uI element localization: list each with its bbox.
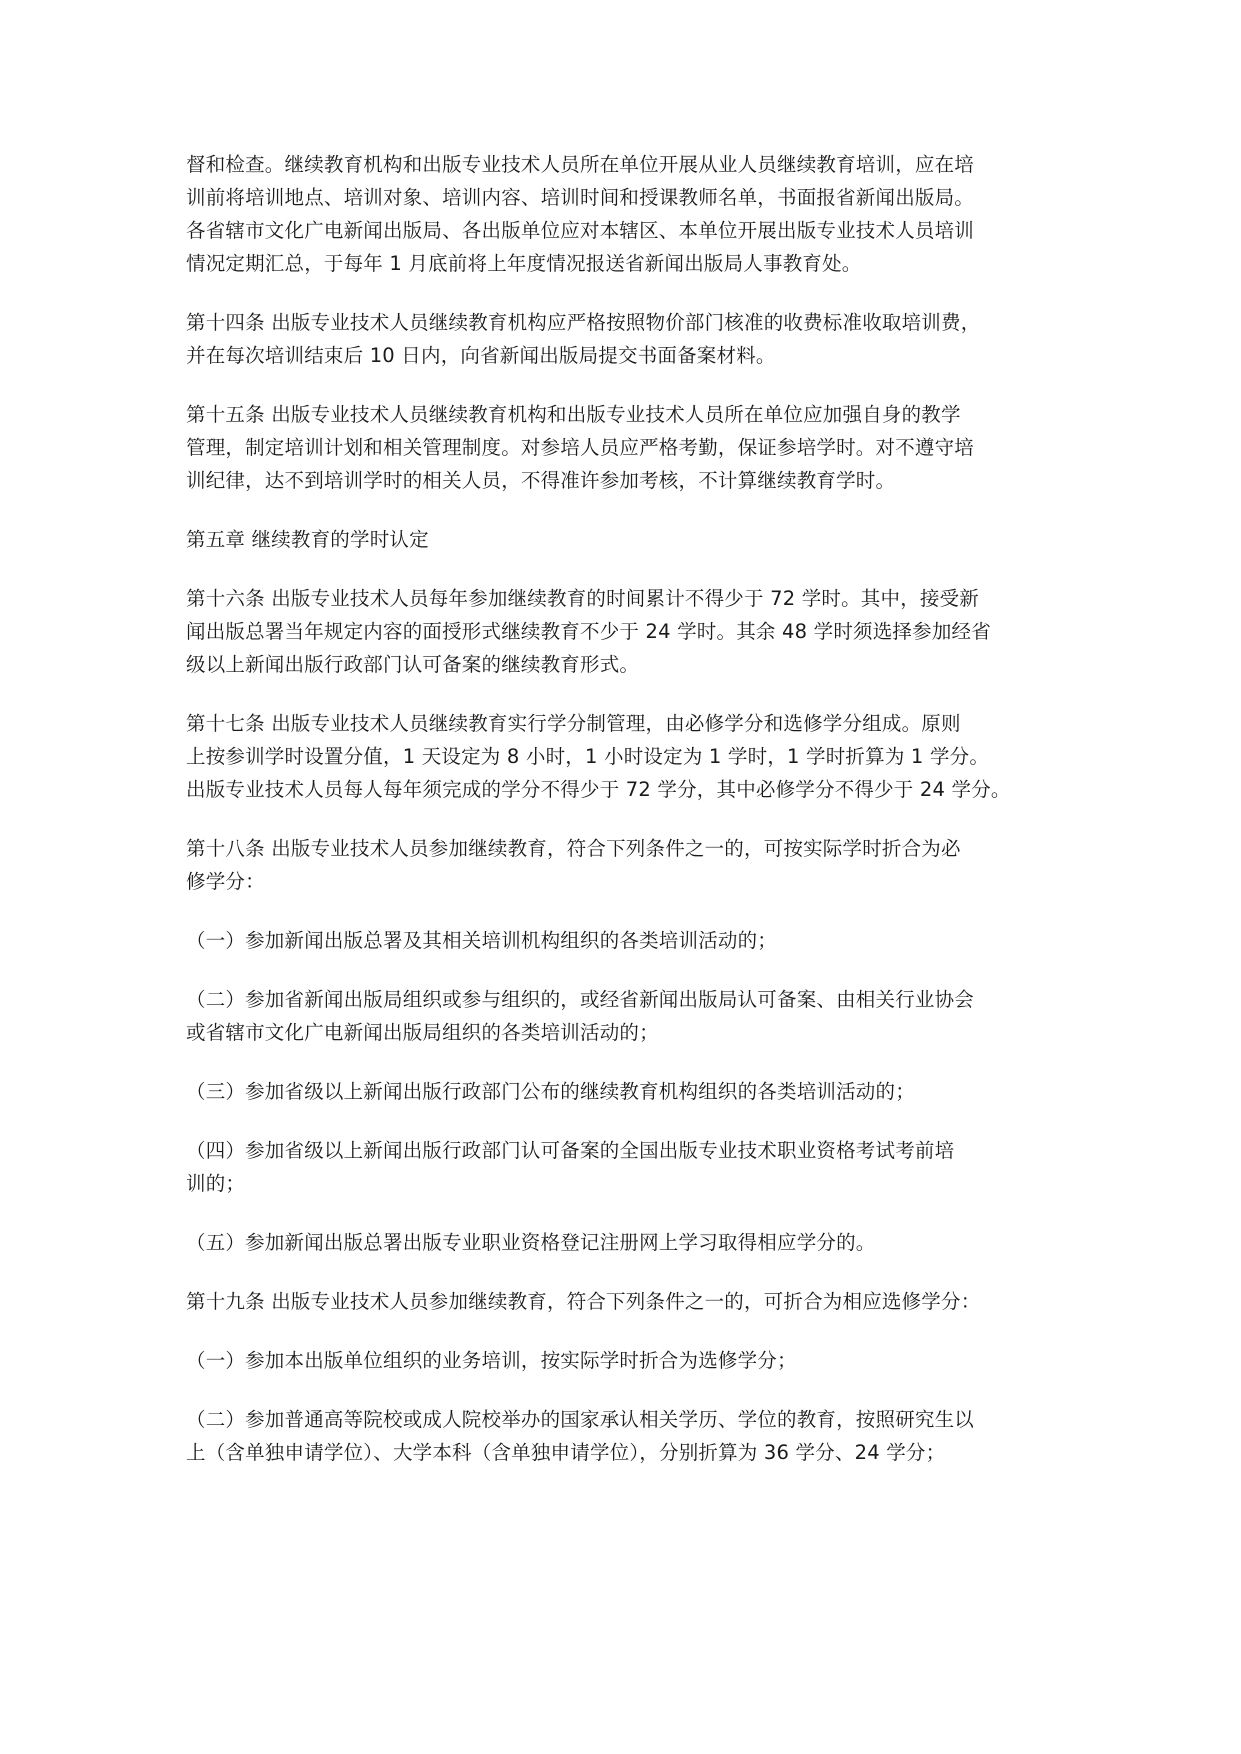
- list-item: 训的；: [186, 1172, 246, 1195]
- text-line: 督和检查。继续教育机构和出版专业技术人员所在单位开展从业人员继续教育培训，应在培: [186, 153, 975, 176]
- list-item: （四）参加省级以上新闻出版行政部门认可备案的全国出版专业技术职业资格考试考前培: [186, 1139, 955, 1162]
- text-line: 训前将培训地点、培训对象、培训内容、培训时间和授课教师名单，书面报省新闻出版局。: [186, 186, 975, 209]
- text-line: 第十四条 出版专业技术人员继续教育机构应严格按照物价部门核准的收费标准收取培训费，: [186, 311, 981, 334]
- text-line: 上按参训学时设置分值，1 天设定为 8 小时，1 小时设定为 1 学时，1 学时折算为 1 学分。: [186, 745, 990, 768]
- article-18-item-2: [186, 983, 1066, 1049]
- list-item: （三）参加省级以上新闻出版行政部门公布的继续教育机构组织的各类培训活动的；: [186, 1080, 915, 1103]
- article-17: [186, 707, 1066, 806]
- chapter-title: 第五章 继续教育的学时认定: [186, 528, 429, 551]
- chapter-5-heading: [186, 523, 1066, 556]
- document-body: [186, 148, 1066, 1495]
- article-18-item-1: [186, 924, 1066, 957]
- list-item: （一）参加本出版单位组织的业务培训，按实际学时折合为选修学分；: [186, 1349, 797, 1372]
- list-item: （二）参加普通高等院校或成人院校举办的国家承认相关学历、学位的教育，按照研究生以: [186, 1408, 975, 1431]
- article-16: [186, 582, 1066, 681]
- text-line: 情况定期汇总，于每年 1 月底前将上年度情况报送省新闻出版局人事教育处。: [186, 252, 862, 275]
- list-item: （一）参加新闻出版总署及其相关培训机构组织的各类培训活动的；: [186, 929, 778, 952]
- text-line: 修学分：: [186, 870, 265, 893]
- text-line: 训纪律，达不到培训学时的相关人员，不得准许参加考核，不计算继续教育学时。: [186, 469, 896, 492]
- list-item: 上（含单独申请学位）、大学本科（含单独申请学位），分别折算为 36 学分、24 学分；: [186, 1441, 946, 1464]
- list-item: （二）参加省新闻出版局组织或参与组织的，或经省新闻出版局认可备案、由相关行业协会: [186, 988, 975, 1011]
- article-18-item-3: [186, 1075, 1066, 1108]
- article-18-item-5: [186, 1226, 1066, 1259]
- text-line: 各省辖市文化广电新闻出版局、各出版单位应对本辖区、本单位开展出版专业技术人员培训: [186, 219, 975, 242]
- text-line: 第十九条 出版专业技术人员参加继续教育，符合下列条件之一的，可折合为相应选修学分：: [186, 1290, 981, 1313]
- article-15: [186, 398, 1066, 497]
- text-line: 级以上新闻出版行政部门认可备案的继续教育形式。: [186, 653, 640, 676]
- article-14: [186, 306, 1066, 372]
- article-19: [186, 1285, 1066, 1318]
- article-18: [186, 832, 1066, 898]
- text-line: 第十六条 出版专业技术人员每年参加继续教育的时间累计不得少于 72 学时。其中，接受新: [186, 587, 980, 610]
- article-18-item-4: [186, 1134, 1066, 1200]
- paragraph-supervision: [186, 148, 1066, 280]
- article-19-item-2: [186, 1403, 1066, 1469]
- text-line: 第十五条 出版专业技术人员继续教育机构和出版专业技术人员所在单位应加强自身的教学: [186, 403, 961, 426]
- list-item: 或省辖市文化广电新闻出版局组织的各类培训活动的；: [186, 1021, 659, 1044]
- text-line: 管理，制定培训计划和相关管理制度。对参培人员应严格考勤，保证参培学时。对不遵守培: [186, 436, 975, 459]
- list-item: （五）参加新闻出版总署出版专业职业资格登记注册网上学习取得相应学分的。: [186, 1231, 876, 1254]
- text-line: 并在每次培训结束后 10 日内，向省新闻出版局提交书面备案材料。: [186, 344, 776, 367]
- text-line: 第十七条 出版专业技术人员继续教育实行学分制管理，由必修学分和选修学分组成。原则: [186, 712, 961, 735]
- text-line: 第十八条 出版专业技术人员参加继续教育，符合下列条件之一的，可按实际学时折合为必: [186, 837, 961, 860]
- text-line: 闻出版总署当年规定内容的面授形式继续教育不少于 24 学时。其余 48 学时须选择参加经省: [186, 620, 991, 643]
- article-19-item-1: [186, 1344, 1066, 1377]
- text-line: 出版专业技术人员每人每年须完成的学分不得少于 72 学分，其中必修学分不得少于 24 学分。: [186, 778, 1011, 801]
